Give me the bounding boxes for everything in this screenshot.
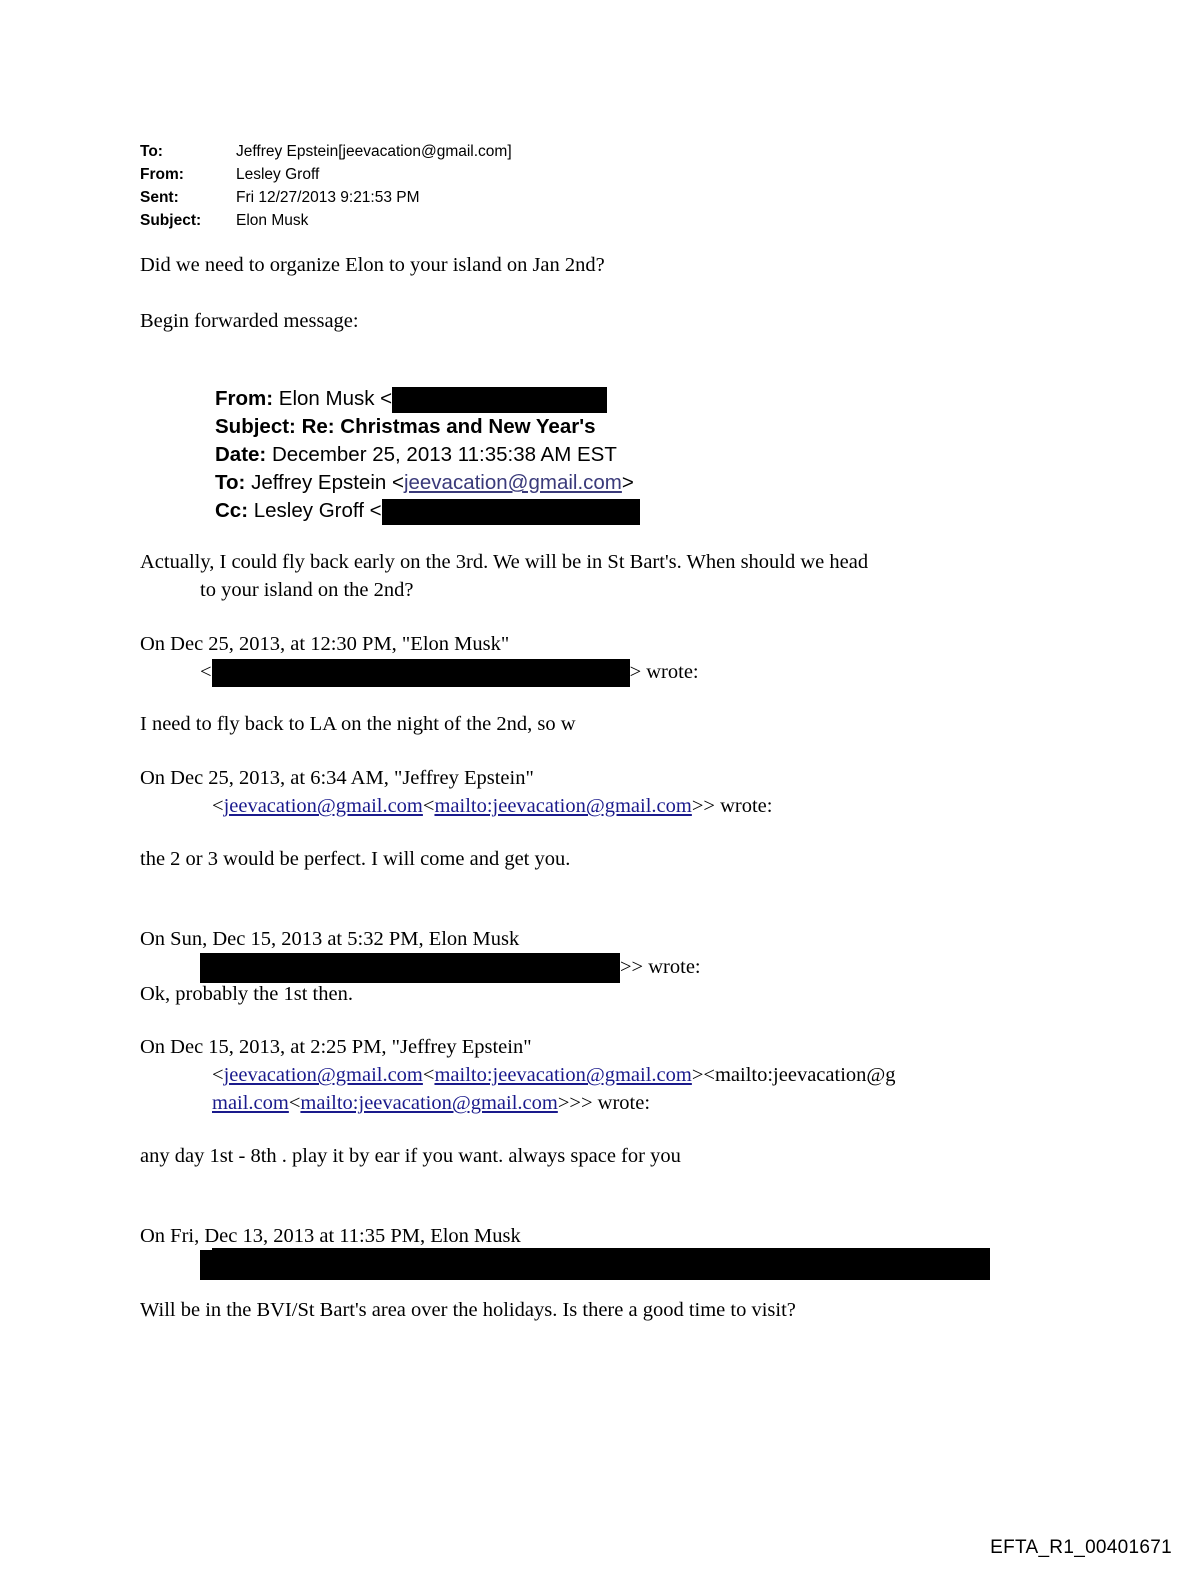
email-link[interactable]: jeevacation@gmail.com [223,1064,423,1086]
email-link-cont[interactable]: mail.com [212,1092,289,1114]
quote-close-text: >> wrote: [620,956,701,978]
forwarded-to-email-link[interactable]: jeevacation@gmail.com [403,471,622,494]
quote-close-text: >> wrote: [691,795,773,817]
quote-header-2 [140,764,1120,820]
forwarded-subject-line [215,413,1075,441]
forwarded-from-value: Elon Musk < [278,387,393,410]
forwarded-date-value: December 25, 2013 11:35:38 AM EST [271,443,617,466]
bates-number: EFTA_R1_00401671 [990,1537,1172,1558]
quote-open-bracket: < [212,795,224,817]
forwarded-subject-label: Subject: [215,415,296,438]
intro-paragraph: Did we need to organize Elon to your island on Jan 2nd? [140,254,605,276]
header-value-from: Lesley Groff [236,166,320,183]
quote-mid-text: ><mailto:jeevacation@g [691,1064,896,1086]
forwarded-from-label: From: [215,387,274,410]
quote-header-2-text: On Dec 25, 2013, at 6:34 AM, "Jeffrey Epstein" [140,767,534,789]
header-label-subject: Subject: [140,212,202,229]
forwarded-cc-line [215,497,1075,525]
quote-header-1 [140,630,1120,687]
header-value-to: Jeffrey Epstein[jeevacation@gmail.com] [236,143,512,160]
quote-mid-bracket: < [422,1064,435,1086]
header-row-to [140,140,1040,163]
forwarded-date-line [215,441,1075,469]
forwarded-cc-value: Lesley Groff < [253,499,382,522]
quote-header-4-text: On Dec 15, 2013, at 2:25 PM, "Jeffrey Epstein" [140,1036,532,1058]
header-row-sent [140,186,1040,209]
header-value-sent: Fri 12/27/2013 9:21:53 PM [236,189,420,206]
message-body-5: any day 1st - 8th . play it by ear if you want. always space for you [140,1145,681,1167]
mailto-link[interactable]: mailto:jeevacation@gmail.com [434,795,692,817]
quote-close-text: >>> wrote: [557,1092,651,1114]
quote-header-1-addr [140,658,1120,687]
forwarded-to-close: > [621,471,634,494]
quote-header-4-addr-cont [140,1089,1120,1117]
message-body-3: the 2 or 3 would be perfect. I will come and get you. [140,848,571,870]
forwarded-to-line [215,469,1075,497]
forwarded-to-value: Jeffrey Epstein < [251,471,404,494]
mailto-link[interactable]: mailto:jeevacation@gmail.com [300,1092,558,1114]
message-body-1-line1: Actually, I could fly back early on the 3rd. We will be in St Bart's. When should we head [140,551,869,573]
quote-close-text: > wrote: [629,661,699,683]
quote-open-bracket: < [200,661,212,683]
header-value-subject: Elon Musk [236,212,309,229]
quote-mid-bracket: < [288,1092,301,1114]
quote-header-2-addr [140,792,1120,820]
redaction-bar-wide [212,1248,990,1280]
mailto-link[interactable]: mailto:jeevacation@gmail.com [434,1064,692,1086]
forwarded-message-header [215,385,1075,525]
redaction-bar [212,659,630,687]
forwarded-cc-label: Cc: [215,499,249,522]
quote-header-3 [140,925,1120,983]
quote-mid-bracket: < [422,795,435,817]
message-body-4: Ok, probably the 1st then. [140,983,353,1005]
quote-header-3-text: On Sun, Dec 15, 2013 at 5:32 PM, Elon Musk [140,928,520,950]
redaction-bar [382,499,640,525]
quote-header-3-addr [140,953,1120,983]
quote-header-4 [140,1033,1120,1117]
quote-header-5-text: On Fri, Dec 13, 2013 at 11:35 PM, Elon Musk [140,1225,521,1247]
email-link[interactable]: jeevacation@gmail.com [223,795,423,817]
forwarded-to-label: To: [215,471,246,494]
begin-forwarded-label: Begin forwarded message: [140,310,359,332]
header-row-subject [140,209,1040,232]
header-row-from [140,163,1040,186]
message-body-6: Will be in the BVI/St Bart's area over the holidays. Is there a good time to visit? [140,1299,796,1321]
email-header [140,140,1040,232]
quote-open-bracket: < [212,1064,224,1086]
header-label-from: From: [140,166,184,183]
forwarded-subject-value: Re: Christmas and New Year's [301,415,596,438]
header-label-to: To: [140,143,163,160]
message-body-2: I need to fly back to LA on the night of the 2nd, so w [140,713,576,735]
forwarded-from-line [215,385,1075,413]
quote-header-4-addr [140,1061,1120,1089]
redaction-bar [392,387,607,413]
redaction-bar [200,953,620,983]
header-label-sent: Sent: [140,189,179,206]
message-body-1-line2: to your island on the 2nd? [200,579,414,601]
message-body-1 [140,548,1120,604]
forwarded-date-label: Date: [215,443,267,466]
quote-header-1-text: On Dec 25, 2013, at 12:30 PM, "Elon Musk" [140,633,510,655]
